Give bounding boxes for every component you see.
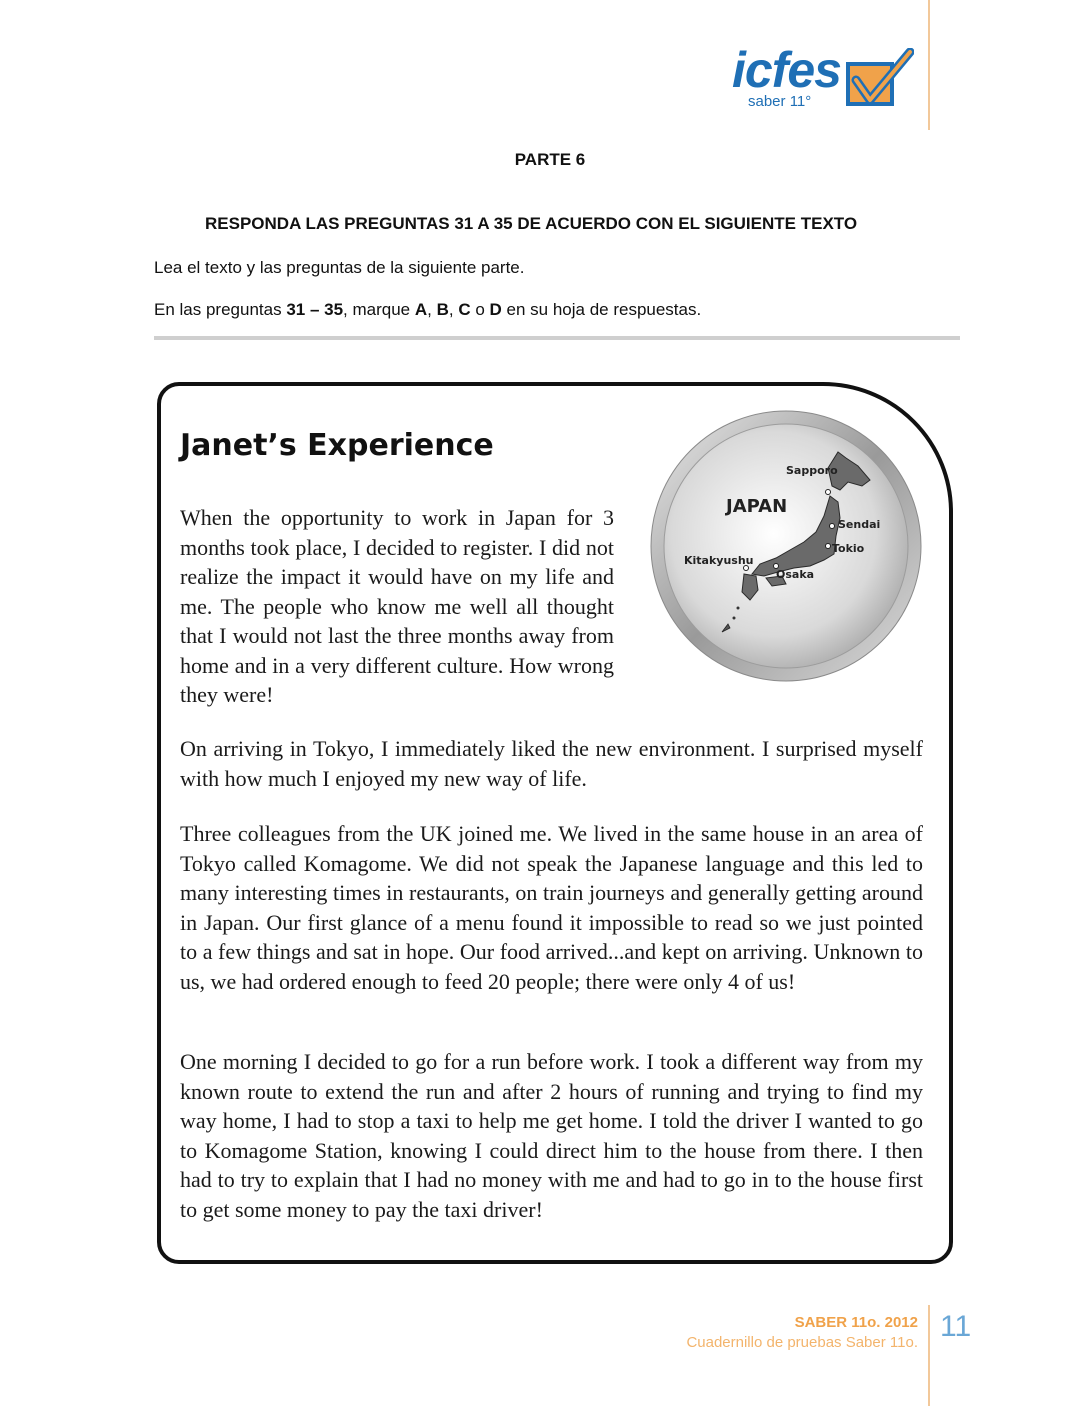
page-number: 11 <box>940 1310 972 1343</box>
map-city-sendai: Sendai <box>838 518 881 531</box>
logo-subtitle: saber 11° <box>748 93 812 110</box>
divider <box>154 336 960 340</box>
logo-wordmark: icfes <box>732 42 841 98</box>
japan-map-illustration <box>648 408 924 684</box>
footer-title: SABER 11o. 2012 <box>794 1314 918 1331</box>
instruction-line-2: En las preguntas 31 – 35, marque A, B, C o D en su hoja de respuestas. <box>154 300 702 319</box>
map-city-tokio: Tokio <box>832 542 865 555</box>
article-paragraph-4: One morning I decided to go for a run before work. I took a different way from my known route to extend the run and after 2 hours of running and trying to find my way home, I had to stop a taxi to help me get home. I told the driver I wanted to go to Komagome Station, knowing I could direct him to the house from there. I then had to try to explain that I had no money with me and had to go in to the house first to get some money to pay the taxi driver! <box>180 1049 923 1222</box>
map-country-label: JAPAN <box>726 496 788 517</box>
instruction-heading: RESPONDA LAS PREGUNTAS 31 A 35 DE ACUERDO CON EL SIGUIENTE TEXTO <box>205 214 858 233</box>
bottom-vertical-rule <box>928 1305 930 1406</box>
article-paragraph-3: Three colleagues from the UK joined me. We lived in the same house in an area of Tokyo called Komagome. We did not speak the Japanese language and this led to many interesting times in restaurants, on train journeys and generally getting around in Japan. Our first glance of a menu found it impossible to read so we just pointed to a few things and sat in hope. Our food arrived...and kept on arriving. Unknown to us, we had ordered enough to feed 20 people; there were only 4 of us! <box>180 821 923 994</box>
footer-subtitle: Cuadernillo de pruebas Saber 11o. <box>686 1334 918 1351</box>
article-title: Janet’s Experience <box>180 428 494 463</box>
top-vertical-rule <box>928 0 930 130</box>
check-mark-icon <box>844 48 914 110</box>
icfes-logo <box>732 40 922 120</box>
article-paragraph-1: When the opportunity to work in Japan for 3 months took place, I decided to register. I did not realize the impact it would have on my life and me. The people who know me well all thought that I would not last the three months away from home and in a very different culture. How wrong they were! <box>180 505 614 707</box>
map-city-osaka: Osaka <box>776 568 815 581</box>
map-city-kitakyushu: Kitakyushu <box>684 554 754 567</box>
map-city-sapporo: Sapporo <box>786 464 838 477</box>
section-title: PARTE 6 <box>514 150 586 169</box>
article-paragraph-2: On arriving in Tokyo, I immediately liked the new environment. I surprised myself with how much I enjoyed my new way of life. <box>180 736 923 791</box>
instruction-line-1: Lea el texto y las preguntas de la siguiente parte. <box>154 258 525 277</box>
